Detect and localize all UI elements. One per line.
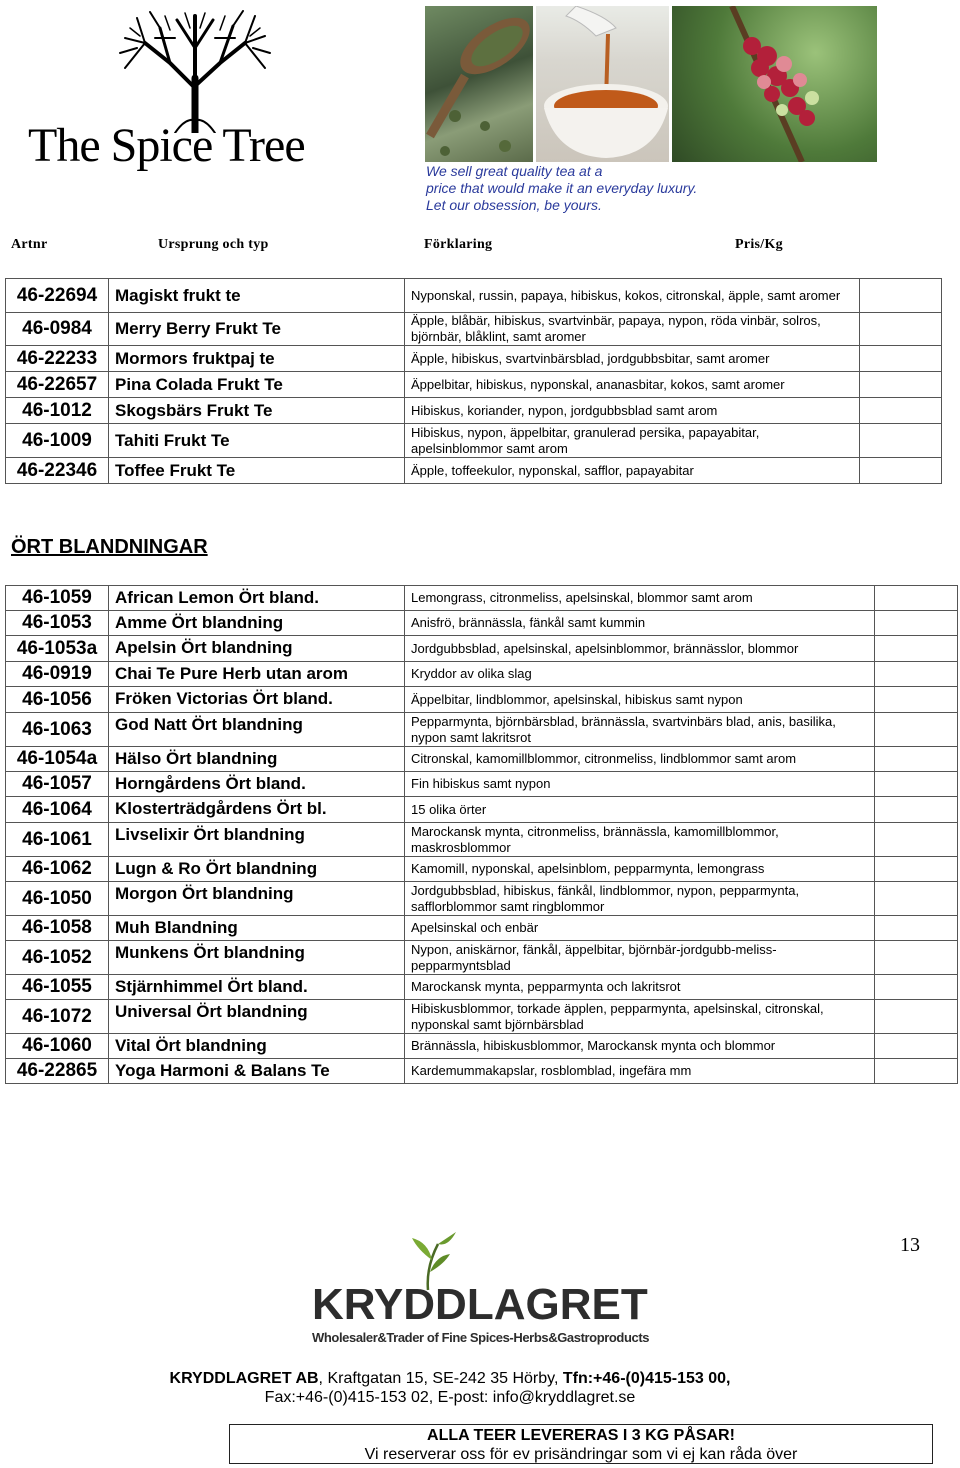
- tagline: [426, 163, 746, 214]
- tagline-line: price that would make it an everyday luxury.: [426, 180, 698, 196]
- table-row: [6, 662, 958, 687]
- product-name: Vital Ört blandning: [109, 1034, 405, 1059]
- product-name: Lugn & Ro Ört blandning: [109, 857, 405, 882]
- product-code: 46-1054a: [6, 747, 109, 772]
- product-code: 46-22346: [6, 458, 109, 484]
- product-code: 46-22865: [6, 1059, 109, 1084]
- price-cell: [875, 747, 958, 772]
- table-row: [6, 975, 958, 1000]
- table-row: [6, 346, 942, 372]
- price-cell: [875, 636, 958, 662]
- price-cell: [875, 586, 958, 611]
- spice-tree-logo: [20, 8, 350, 178]
- table-row: [6, 797, 958, 823]
- product-description: Nyponskal, russin, papaya, hibiskus, kokos, citronskal, äpple, samt aromer: [405, 279, 860, 313]
- product-description: Anisfrö, brännässla, fänkål samt kummin: [405, 611, 875, 636]
- product-code: 46-1053a: [6, 636, 109, 662]
- product-name: Klosterträdgårdens Ört bl.: [109, 797, 405, 823]
- product-code: 46-1072: [6, 1000, 109, 1034]
- product-name: Magiskt frukt te: [109, 279, 405, 313]
- product-name: Horngårdens Ört bland.: [109, 772, 405, 797]
- product-code: 46-0984: [6, 313, 109, 346]
- product-code: 46-1058: [6, 916, 109, 941]
- table-row: [6, 857, 958, 882]
- table-row: [6, 279, 942, 313]
- company-contact-line: Fax:+46-(0)415-153 02, E-post: info@kryddlagret.se: [264, 1389, 636, 1406]
- product-description: Kamomill, nyponskal, apelsinblom, pepparmynta, lemongrass: [405, 857, 875, 882]
- product-code: 46-1009: [6, 424, 109, 458]
- product-code: 46-1050: [6, 882, 109, 916]
- product-code: 46-1012: [6, 398, 109, 424]
- price-cell: [875, 882, 958, 916]
- notice-headline: ALLA TEER LEVERERAS I 3 KG PÅSAR!: [427, 1427, 735, 1444]
- product-name: Universal Ört blandning: [109, 1000, 405, 1034]
- price-cell: [860, 372, 942, 398]
- product-code: 46-1064: [6, 797, 109, 823]
- product-name: Stjärnhimmel Ört bland.: [109, 975, 405, 1000]
- notice-disclaimer: Vi reserverar oss för ev prisändringar som vi ej kan råda över: [364, 1446, 798, 1463]
- table-row: [6, 458, 942, 484]
- product-description: 15 olika örter: [405, 797, 875, 823]
- product-name: Hälso Ört blandning: [109, 747, 405, 772]
- section-title: ÖRT BLANDNINGAR: [11, 536, 208, 558]
- product-description: Pepparmynta, björnbärsblad, brännässla, svartvinbärs blad, anis, basilika, nypon samt lakritsrot: [405, 713, 875, 747]
- product-description: Hibiskusblommor, torkade äpplen, pepparmynta, apelsinskal, citronskal, nyponskal samt björnbärsblad: [405, 1000, 875, 1034]
- table-row: [6, 772, 958, 797]
- kryddlagret-wordmark: KRYDDLAGRET: [312, 1280, 648, 1329]
- product-description: Hibiskus, nypon, äppelbitar, granulerad persika, papayabitar, apelsinblommor samt arom: [405, 424, 860, 458]
- tagline-line: Let our obsession, be yours.: [426, 197, 602, 213]
- price-cell: [875, 975, 958, 1000]
- product-code: 46-1055: [6, 975, 109, 1000]
- product-code: 46-0919: [6, 662, 109, 687]
- product-description: Äppelbitar, lindblommor, apelsinskal, hibiskus samt nypon: [405, 687, 875, 713]
- price-cell: [875, 713, 958, 747]
- table-row: [6, 916, 958, 941]
- coffee-berries-photo: [672, 6, 877, 162]
- product-name: Tahiti Frukt Te: [109, 424, 405, 458]
- table-row: [6, 1059, 958, 1084]
- price-cell: [875, 1034, 958, 1059]
- product-description: Nypon, aniskärnor, fänkål, äppelbitar, björnbär-jordgubb-meliss-pepparmyntsblad: [405, 941, 875, 975]
- price-cell: [875, 941, 958, 975]
- price-cell: [860, 279, 942, 313]
- product-code: 46-1052: [6, 941, 109, 975]
- product-name: Fröken Victorias Ört bland.: [109, 687, 405, 713]
- product-name: Chai Te Pure Herb utan arom: [109, 662, 405, 687]
- table-row: [6, 313, 942, 346]
- product-name: Apelsin Ört blandning: [109, 636, 405, 662]
- company-address: , Kraftgatan 15, SE-242 35 Hörby,: [318, 1370, 563, 1387]
- product-name: Yoga Harmoni & Balans Te: [109, 1059, 405, 1084]
- tea-cup-photo: [536, 6, 669, 162]
- product-code: 46-1062: [6, 857, 109, 882]
- product-description: Äpple, blåbär, hibiskus, svartvinbär, papaya, nypon, röda vinbär, solros, björnbär, blåklint, samt aromer: [405, 313, 860, 346]
- product-description: Marockansk mynta, citronmeliss, brännässla, kamomillblommor, maskrosblommor: [405, 823, 875, 857]
- price-cell: [875, 823, 958, 857]
- brand-name: The Spice Tree: [28, 119, 305, 172]
- product-description: Äppelbitar, hibiskus, nyponskal, ananasbitar, kokos, samt aromer: [405, 372, 860, 398]
- product-description: Äpple, hibiskus, svartvinbärsblad, jordgubbsbitar, samt aromer: [405, 346, 860, 372]
- product-name: Morgon Ört blandning: [109, 882, 405, 916]
- product-description: Lemongrass, citronmeliss, apelsinskal, blommor samt arom: [405, 586, 875, 611]
- price-cell: [875, 857, 958, 882]
- tagline-line: We sell great quality tea at a: [426, 163, 603, 179]
- company-address-line: [0, 1370, 900, 1388]
- tree-icon: [115, 8, 275, 133]
- price-cell: [875, 772, 958, 797]
- fruit-tea-table: [5, 278, 942, 484]
- product-description: Citronskal, kamomillblommor, citronmeliss, lindblommor samt arom: [405, 747, 875, 772]
- table-row: [6, 687, 958, 713]
- table-row: [6, 823, 958, 857]
- table-row: [6, 1034, 958, 1059]
- product-name: Mormors fruktpaj te: [109, 346, 405, 372]
- product-description: Fin hibiskus samt nypon: [405, 772, 875, 797]
- product-name: Toffee Frukt Te: [109, 458, 405, 484]
- table-row: [6, 586, 958, 611]
- price-cell: [860, 424, 942, 458]
- table-row: [6, 882, 958, 916]
- column-header-origin: Ursprung och typ: [158, 237, 269, 252]
- product-name: Merry Berry Frukt Te: [109, 313, 405, 346]
- table-row: [6, 636, 958, 662]
- column-header-artnr: Artnr: [11, 237, 48, 252]
- page-number: 13: [900, 1234, 920, 1256]
- herb-blend-table: [5, 585, 958, 1084]
- product-code: 46-1053: [6, 611, 109, 636]
- product-name: Livselixir Ört blandning: [109, 823, 405, 857]
- product-description: Marockansk mynta, pepparmynta och lakritsrot: [405, 975, 875, 1000]
- table-row: [6, 941, 958, 975]
- table-row: [6, 713, 958, 747]
- table-row: [6, 398, 942, 424]
- kryddlagret-logo: [308, 1232, 650, 1357]
- product-code: 46-1057: [6, 772, 109, 797]
- price-cell: [860, 346, 942, 372]
- product-name: God Natt Ört blandning: [109, 713, 405, 747]
- product-code: 46-1063: [6, 713, 109, 747]
- price-cell: [860, 398, 942, 424]
- product-description: Apelsinskal och enbär: [405, 916, 875, 941]
- delivery-notice: [229, 1424, 933, 1464]
- table-row: [6, 747, 958, 772]
- price-cell: [860, 313, 942, 346]
- product-code: 46-22657: [6, 372, 109, 398]
- company-phone: Tfn:+46-(0)415-153 00,: [562, 1370, 731, 1387]
- product-name: Skogsbärs Frukt Te: [109, 398, 405, 424]
- product-name: Pina Colada Frukt Te: [109, 372, 405, 398]
- kryddlagret-subtitle: Wholesaler&Trader of Fine Spices-Herbs&Gastroproducts: [312, 1330, 650, 1345]
- price-cell: [875, 1000, 958, 1034]
- product-name: Muh Blandning: [109, 916, 405, 941]
- product-name: Amme Ört blandning: [109, 611, 405, 636]
- product-code: 46-22694: [6, 279, 109, 313]
- product-code: 46-1060: [6, 1034, 109, 1059]
- product-name: African Lemon Ört bland.: [109, 586, 405, 611]
- product-code: 46-1059: [6, 586, 109, 611]
- product-code: 46-22233: [6, 346, 109, 372]
- product-description: Kryddor av olika slag: [405, 662, 875, 687]
- price-cell: [875, 687, 958, 713]
- product-description: Brännässla, hibiskusblommor, Marockansk mynta och blommor: [405, 1034, 875, 1059]
- product-code: 46-1061: [6, 823, 109, 857]
- table-row: [6, 424, 942, 458]
- company-name: KRYDDLAGRET AB: [169, 1370, 319, 1387]
- product-description: Jordgubbsblad, apelsinskal, apelsinblommor, brännässlor, blommor: [405, 636, 875, 662]
- price-cell: [875, 797, 958, 823]
- product-description: Äpple, toffeekulor, nyponskal, safflor, papayabitar: [405, 458, 860, 484]
- product-description: Jordgubbsblad, hibiskus, fänkål, lindblommor, nypon, pepparmynta, safflorblommor samt ringblommor: [405, 882, 875, 916]
- product-description: Kardemummakapslar, rosblomblad, ingefära mm: [405, 1059, 875, 1084]
- table-row: [6, 372, 942, 398]
- tea-leaves-photo: [425, 6, 533, 162]
- price-cell: [875, 611, 958, 636]
- product-code: 46-1056: [6, 687, 109, 713]
- price-cell: [875, 916, 958, 941]
- table-row: [6, 1000, 958, 1034]
- product-name: Munkens Ört blandning: [109, 941, 405, 975]
- price-cell: [875, 1059, 958, 1084]
- price-cell: [860, 458, 942, 484]
- column-header-explanation: Förklaring: [424, 237, 493, 252]
- price-cell: [875, 662, 958, 687]
- product-description: Hibiskus, koriander, nypon, jordgubbsblad samt arom: [405, 398, 860, 424]
- column-header-price: Pris/Kg: [735, 237, 783, 252]
- table-row: [6, 611, 958, 636]
